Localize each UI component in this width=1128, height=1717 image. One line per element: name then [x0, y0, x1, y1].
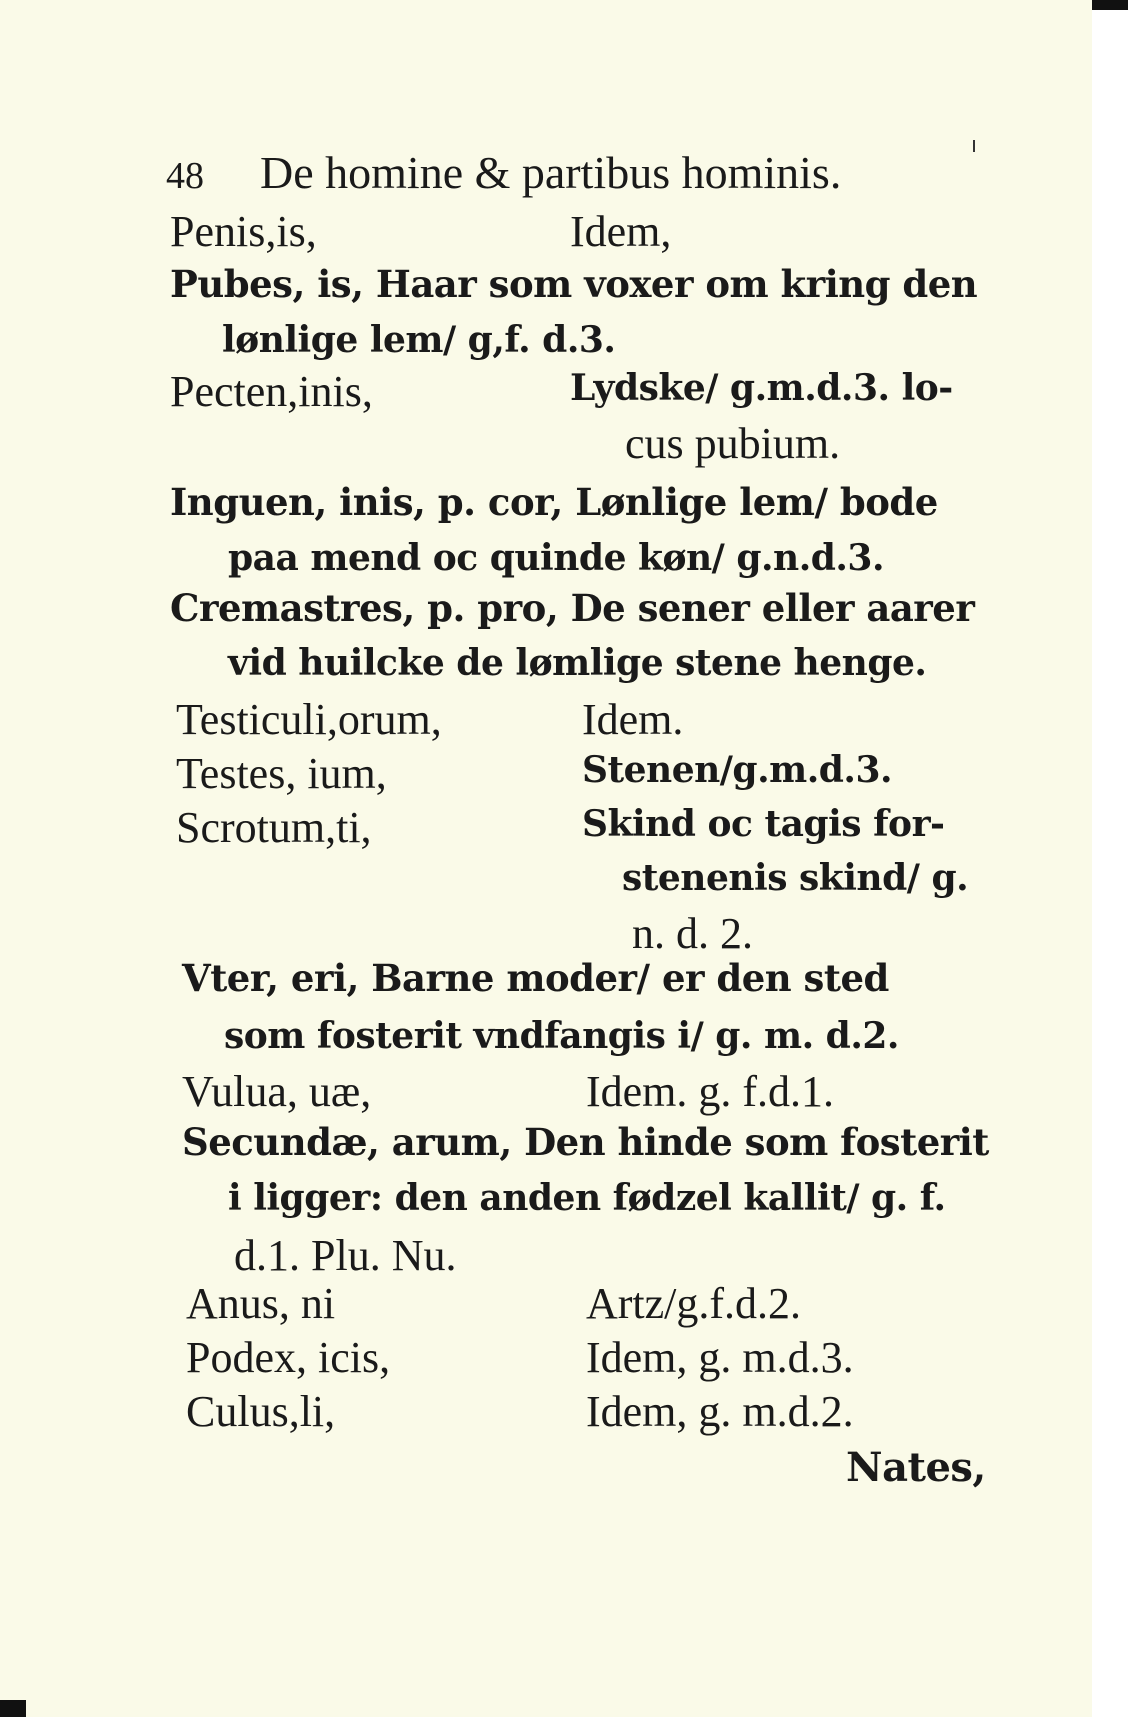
scan-edge-mark — [1092, 0, 1128, 10]
entry-continuation: d.1. Plu. Nu. — [234, 1231, 457, 1280]
entry-continuation: vid huilcke de lømlige stene henge. — [228, 642, 927, 684]
entry-gloss: Idem, g. m.d.3. — [586, 1333, 854, 1382]
scan-margin — [1092, 0, 1128, 1717]
catchword: Nates, — [846, 1444, 986, 1491]
page-number: 48 — [166, 155, 204, 197]
entry-continuation: cus pubium. — [625, 419, 841, 468]
entry-line: Secundæ, arum, Den hinde som fosterit — [182, 1120, 989, 1164]
scan-edge-mark — [0, 1700, 26, 1717]
entry-latin: Scrotum,ti, — [176, 803, 372, 852]
entry-latin: Anus, ni — [186, 1279, 336, 1328]
entry-latin: Vulua, uæ, — [182, 1067, 372, 1116]
entry-latin: Testiculi,orum, — [176, 695, 442, 744]
entry-gloss: Artz/g.f.d.2. — [586, 1279, 802, 1328]
ink-speck — [973, 140, 975, 152]
entry-line: Inguen, inis, p. cor, Lønlige lem/ bode — [170, 480, 938, 524]
entry-continuation: paa mend oc quinde køn/ g.n.d.3. — [228, 537, 885, 579]
entry-latin: Culus,li, — [186, 1387, 336, 1436]
entry-latin: Podex, icis, — [186, 1333, 391, 1382]
entry-line: Vter, eri, Barne moder/ er den sted — [182, 956, 889, 1000]
entry-gloss: Stenen/g.m.d.3. — [582, 749, 893, 791]
entry-gloss: Idem. g. f.d.1. — [586, 1067, 835, 1116]
entry-continuation: i ligger: den anden fødzel kallit/ g. f. — [228, 1177, 946, 1219]
entry-latin: Pecten,inis, — [170, 367, 373, 416]
entry-gloss: Idem, — [570, 207, 672, 256]
entry-gloss: Skind oc tagis for- — [582, 803, 945, 845]
entry-continuation: n. d. 2. — [632, 909, 753, 958]
running-title: De homine & partibus hominis. — [260, 147, 842, 198]
entry-latin: Penis,is, — [170, 207, 317, 256]
entry-gloss: Idem, g. m.d.2. — [586, 1387, 854, 1436]
entry-continuation: som fosterit vndfangis i/ g. m. d.2. — [224, 1015, 899, 1057]
entry-latin: Testes, ium, — [176, 749, 387, 798]
entry-line: Cremastres, p. pro, De sener eller aarer — [170, 586, 975, 630]
entry-gloss: Lydske/ g.m.d.3. lo- — [570, 367, 953, 409]
entry-line: Pubes, is, Haar som voxer om kring den — [170, 262, 978, 306]
entry-continuation: lønlige lem/ g,f. d.3. — [222, 319, 616, 361]
entry-continuation: stenenis skind/ g. — [622, 857, 969, 899]
entry-gloss: Idem. — [582, 695, 684, 744]
